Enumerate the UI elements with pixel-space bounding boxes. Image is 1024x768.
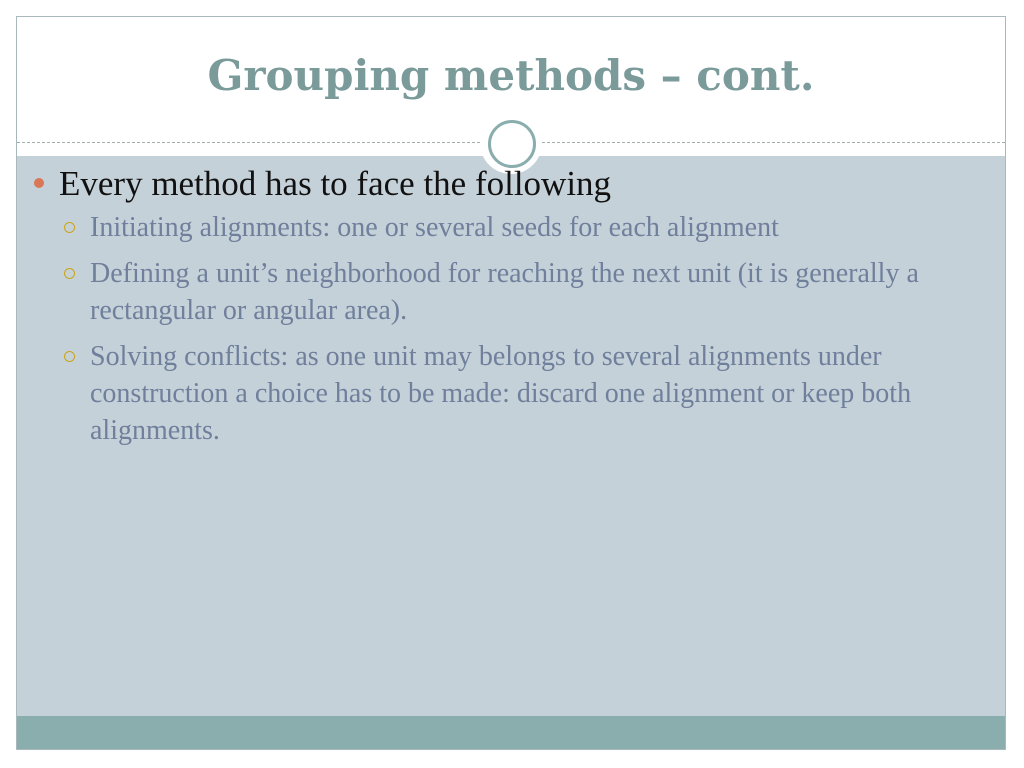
sub-bullet-item: [28, 338, 968, 449]
slide-title: Grouping methods – cont.: [207, 51, 815, 100]
sub-bullet-text: Solving conflicts: as one unit may belongs to several alignments under construction a choice has to be made: discard one alignment or keep both alignments.: [90, 341, 912, 446]
sub-bullet-group: [28, 209, 968, 449]
sub-bullet-item: [28, 209, 968, 246]
ornament-ring-icon: [488, 120, 536, 168]
sub-bullet-list: [28, 209, 968, 449]
bullet-text: Every method has to face the following: [59, 164, 612, 203]
bullet-list: [28, 163, 968, 458]
hollow-circle-bullet-icon: [64, 222, 75, 233]
sub-bullet-text: Initiating alignments: one or several seeds for each alignment: [90, 212, 779, 243]
footer-bar: [17, 716, 1005, 750]
bullet-item: [28, 163, 968, 205]
hollow-circle-bullet-icon: [64, 268, 75, 279]
bullet-dot-icon: [34, 178, 44, 188]
sub-bullet-item: [28, 255, 968, 329]
sub-bullet-text: Defining a unit’s neighborhood for reaching the next unit (it is generally a rectangular or angular area).: [90, 258, 919, 326]
hollow-circle-bullet-icon: [64, 351, 75, 362]
